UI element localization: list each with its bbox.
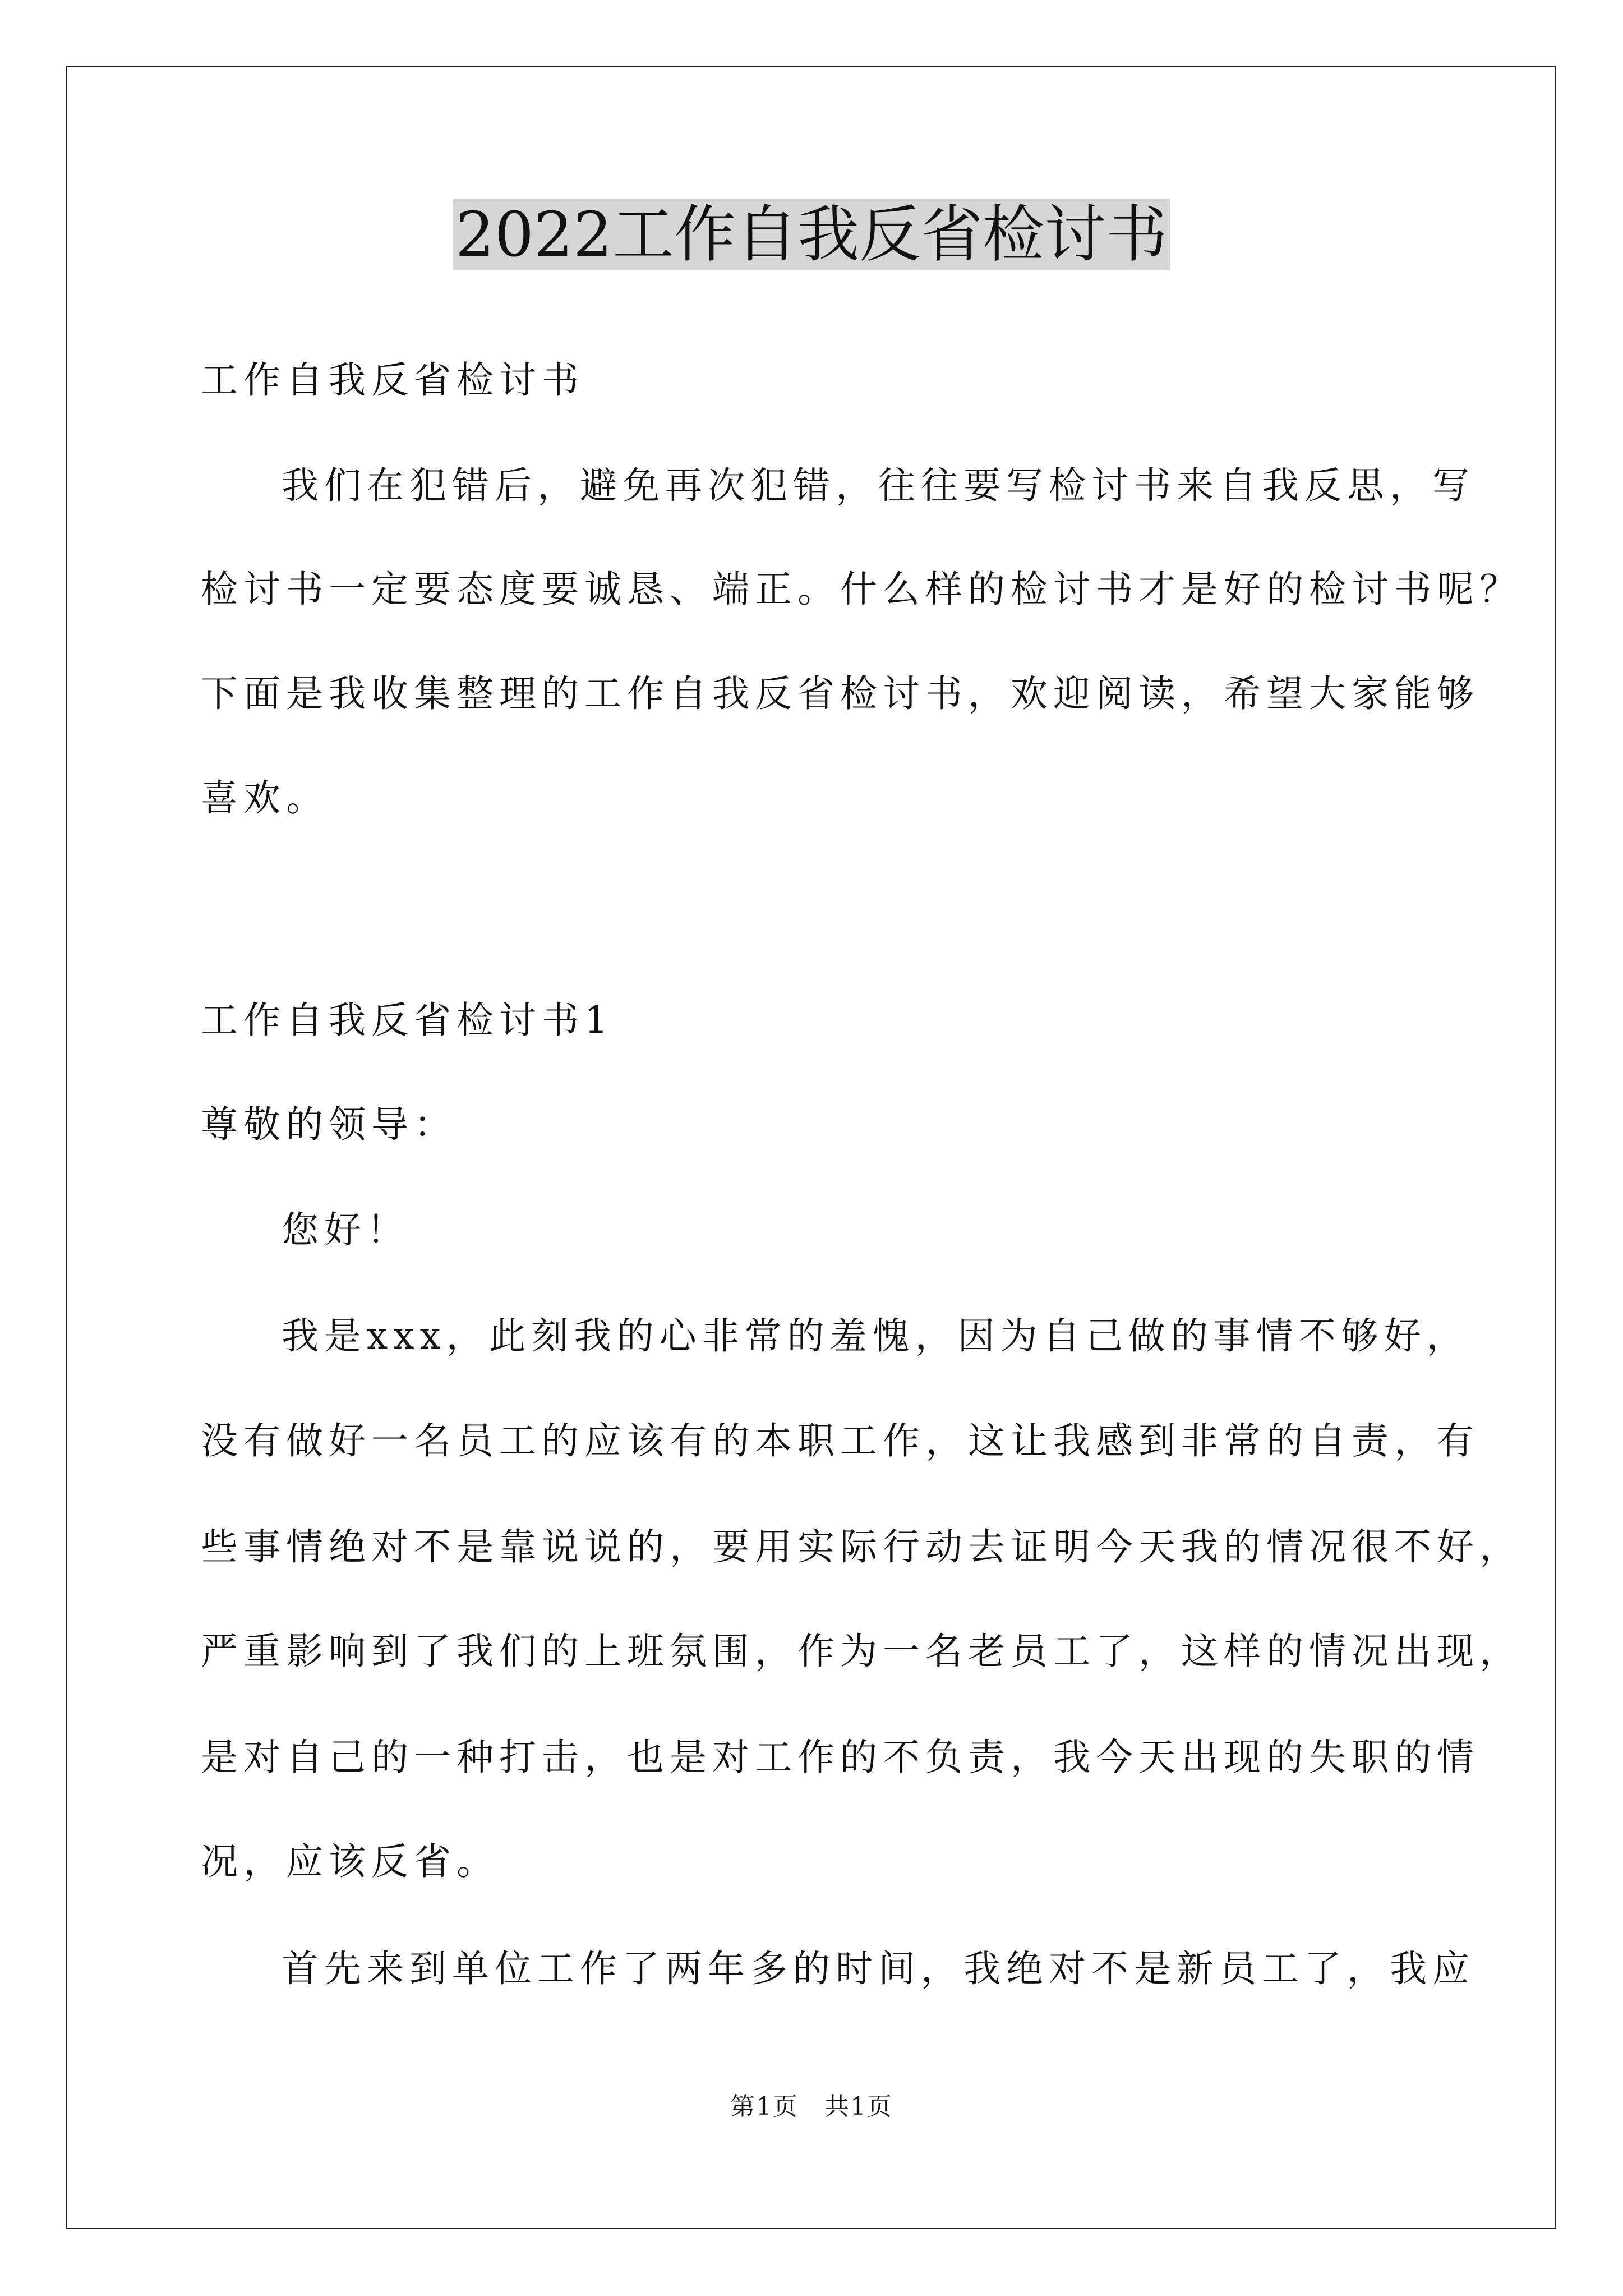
paragraph-line: 喜欢。 <box>201 776 329 820</box>
section-heading: 工作自我反省检讨书1 <box>201 999 614 1042</box>
paragraph-line: 我是xxx，此刻我的心非常的羞愧，因为自己做的事情不够好， <box>282 1314 1469 1358</box>
paragraph-line: 检讨书一定要态度要诚恳、端正。什么样的检讨书才是好的检讨书呢？ <box>201 568 1522 611</box>
paragraph-line: 严重影响到了我们的上班氛围，作为一名老员工了，这样的情况出现， <box>201 1630 1522 1673</box>
greeting: 您好！ <box>282 1208 409 1251</box>
paragraph-line: 首先来到单位工作了两年多的时间，我绝对不是新员工了，我应 <box>282 1947 1475 1990</box>
paragraph-line: 我们在犯错后，避免再次犯错，往往要写检讨书来自我反思，写 <box>282 464 1475 507</box>
paragraph-line: 况，应该反省。 <box>201 1840 499 1883</box>
paragraph-line: 没有做好一名员工的应该有的本职工作，这让我感到非常的自责，有 <box>201 1419 1479 1462</box>
salutation: 尊敬的领导： <box>201 1103 457 1146</box>
paragraph-line: 是对自己的一种打击，也是对工作的不负责，我今天出现的失职的情 <box>201 1736 1479 1779</box>
page-number-footer: 第1页 共1页 <box>730 2092 893 2121</box>
document-title <box>0 195 1623 274</box>
section-heading: 工作自我反省检讨书 <box>201 358 584 402</box>
paragraph-line: 些事情绝对不是靠说说的，要用实际行动去证明今天我的情况很不好， <box>201 1525 1522 1568</box>
paragraph-line: 下面是我收集整理的工作自我反省检讨书，欢迎阅读，希望大家能够 <box>201 672 1479 715</box>
title-text: 2022工作自我反省检讨书 <box>453 199 1170 270</box>
